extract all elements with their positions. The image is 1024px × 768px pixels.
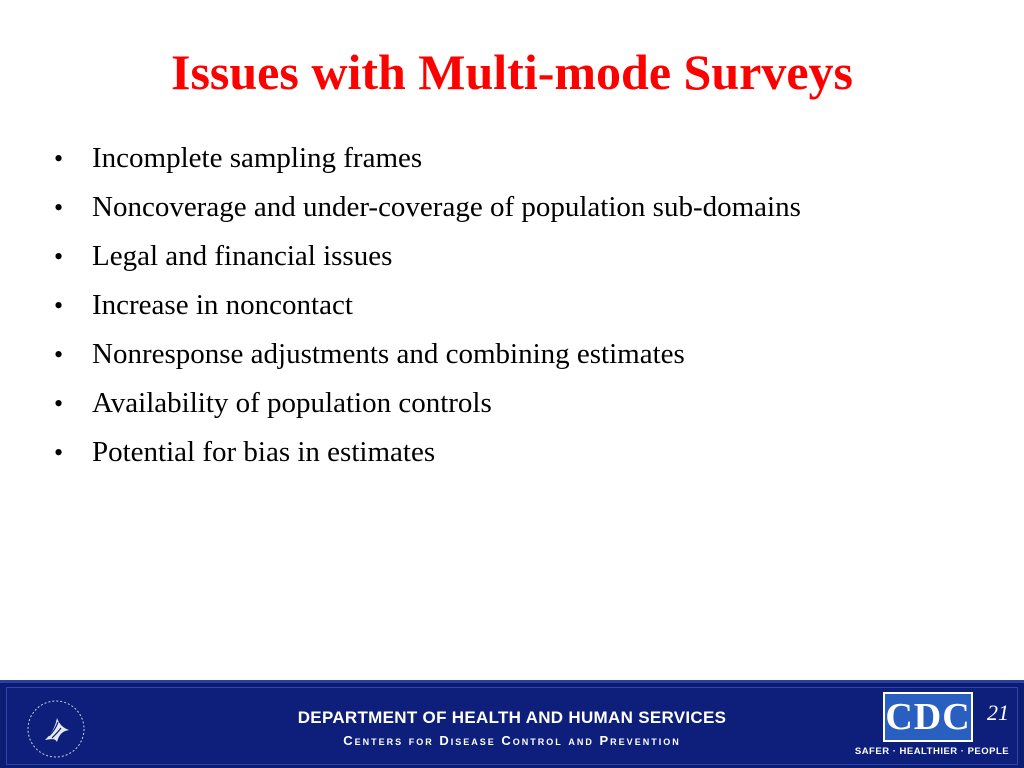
department-name: DEPARTMENT OF HEALTH AND HUMAN SERVICES [297, 708, 727, 727]
bullet-item [54, 281, 801, 330]
bullet-text: Incomplete sampling frames [92, 142, 423, 174]
bullet-icon: • [54, 340, 64, 369]
bullet-item [54, 183, 801, 232]
bullet-text: Potential for bias in estimates [92, 436, 436, 468]
cdc-logo-text: CDC [885, 696, 971, 738]
bullet-icon: • [54, 291, 64, 320]
bullet-item [54, 134, 801, 183]
bullet-item [54, 428, 801, 477]
bullet-text: Increase in noncontact [92, 289, 353, 321]
tagline: SAFER · HEALTHIER · PEOPLE [854, 746, 1010, 757]
agency-name: Centers for Disease Control and Prevention [343, 733, 681, 748]
cdc-logo [883, 692, 973, 742]
bullet-text: Availability of population controls [92, 387, 492, 419]
slide-title: Issues with Multi-mode Surveys [171, 44, 853, 100]
bullet-text: Noncoverage and under-coverage of population sub-domains [92, 191, 801, 223]
bullet-text: Nonresponse adjustments and combining estimates [92, 338, 685, 370]
bullet-item [54, 379, 801, 428]
bullet-icon: • [54, 144, 64, 173]
bullet-list [54, 134, 801, 477]
bullet-item [54, 232, 801, 281]
bullet-item [54, 330, 801, 379]
bullet-icon: • [54, 193, 64, 222]
bullet-icon: • [54, 438, 64, 467]
bullet-icon: • [54, 242, 64, 271]
bullet-text: Legal and financial issues [92, 240, 393, 272]
page-number: 21 [987, 700, 1009, 725]
bullet-icon: • [54, 389, 64, 418]
